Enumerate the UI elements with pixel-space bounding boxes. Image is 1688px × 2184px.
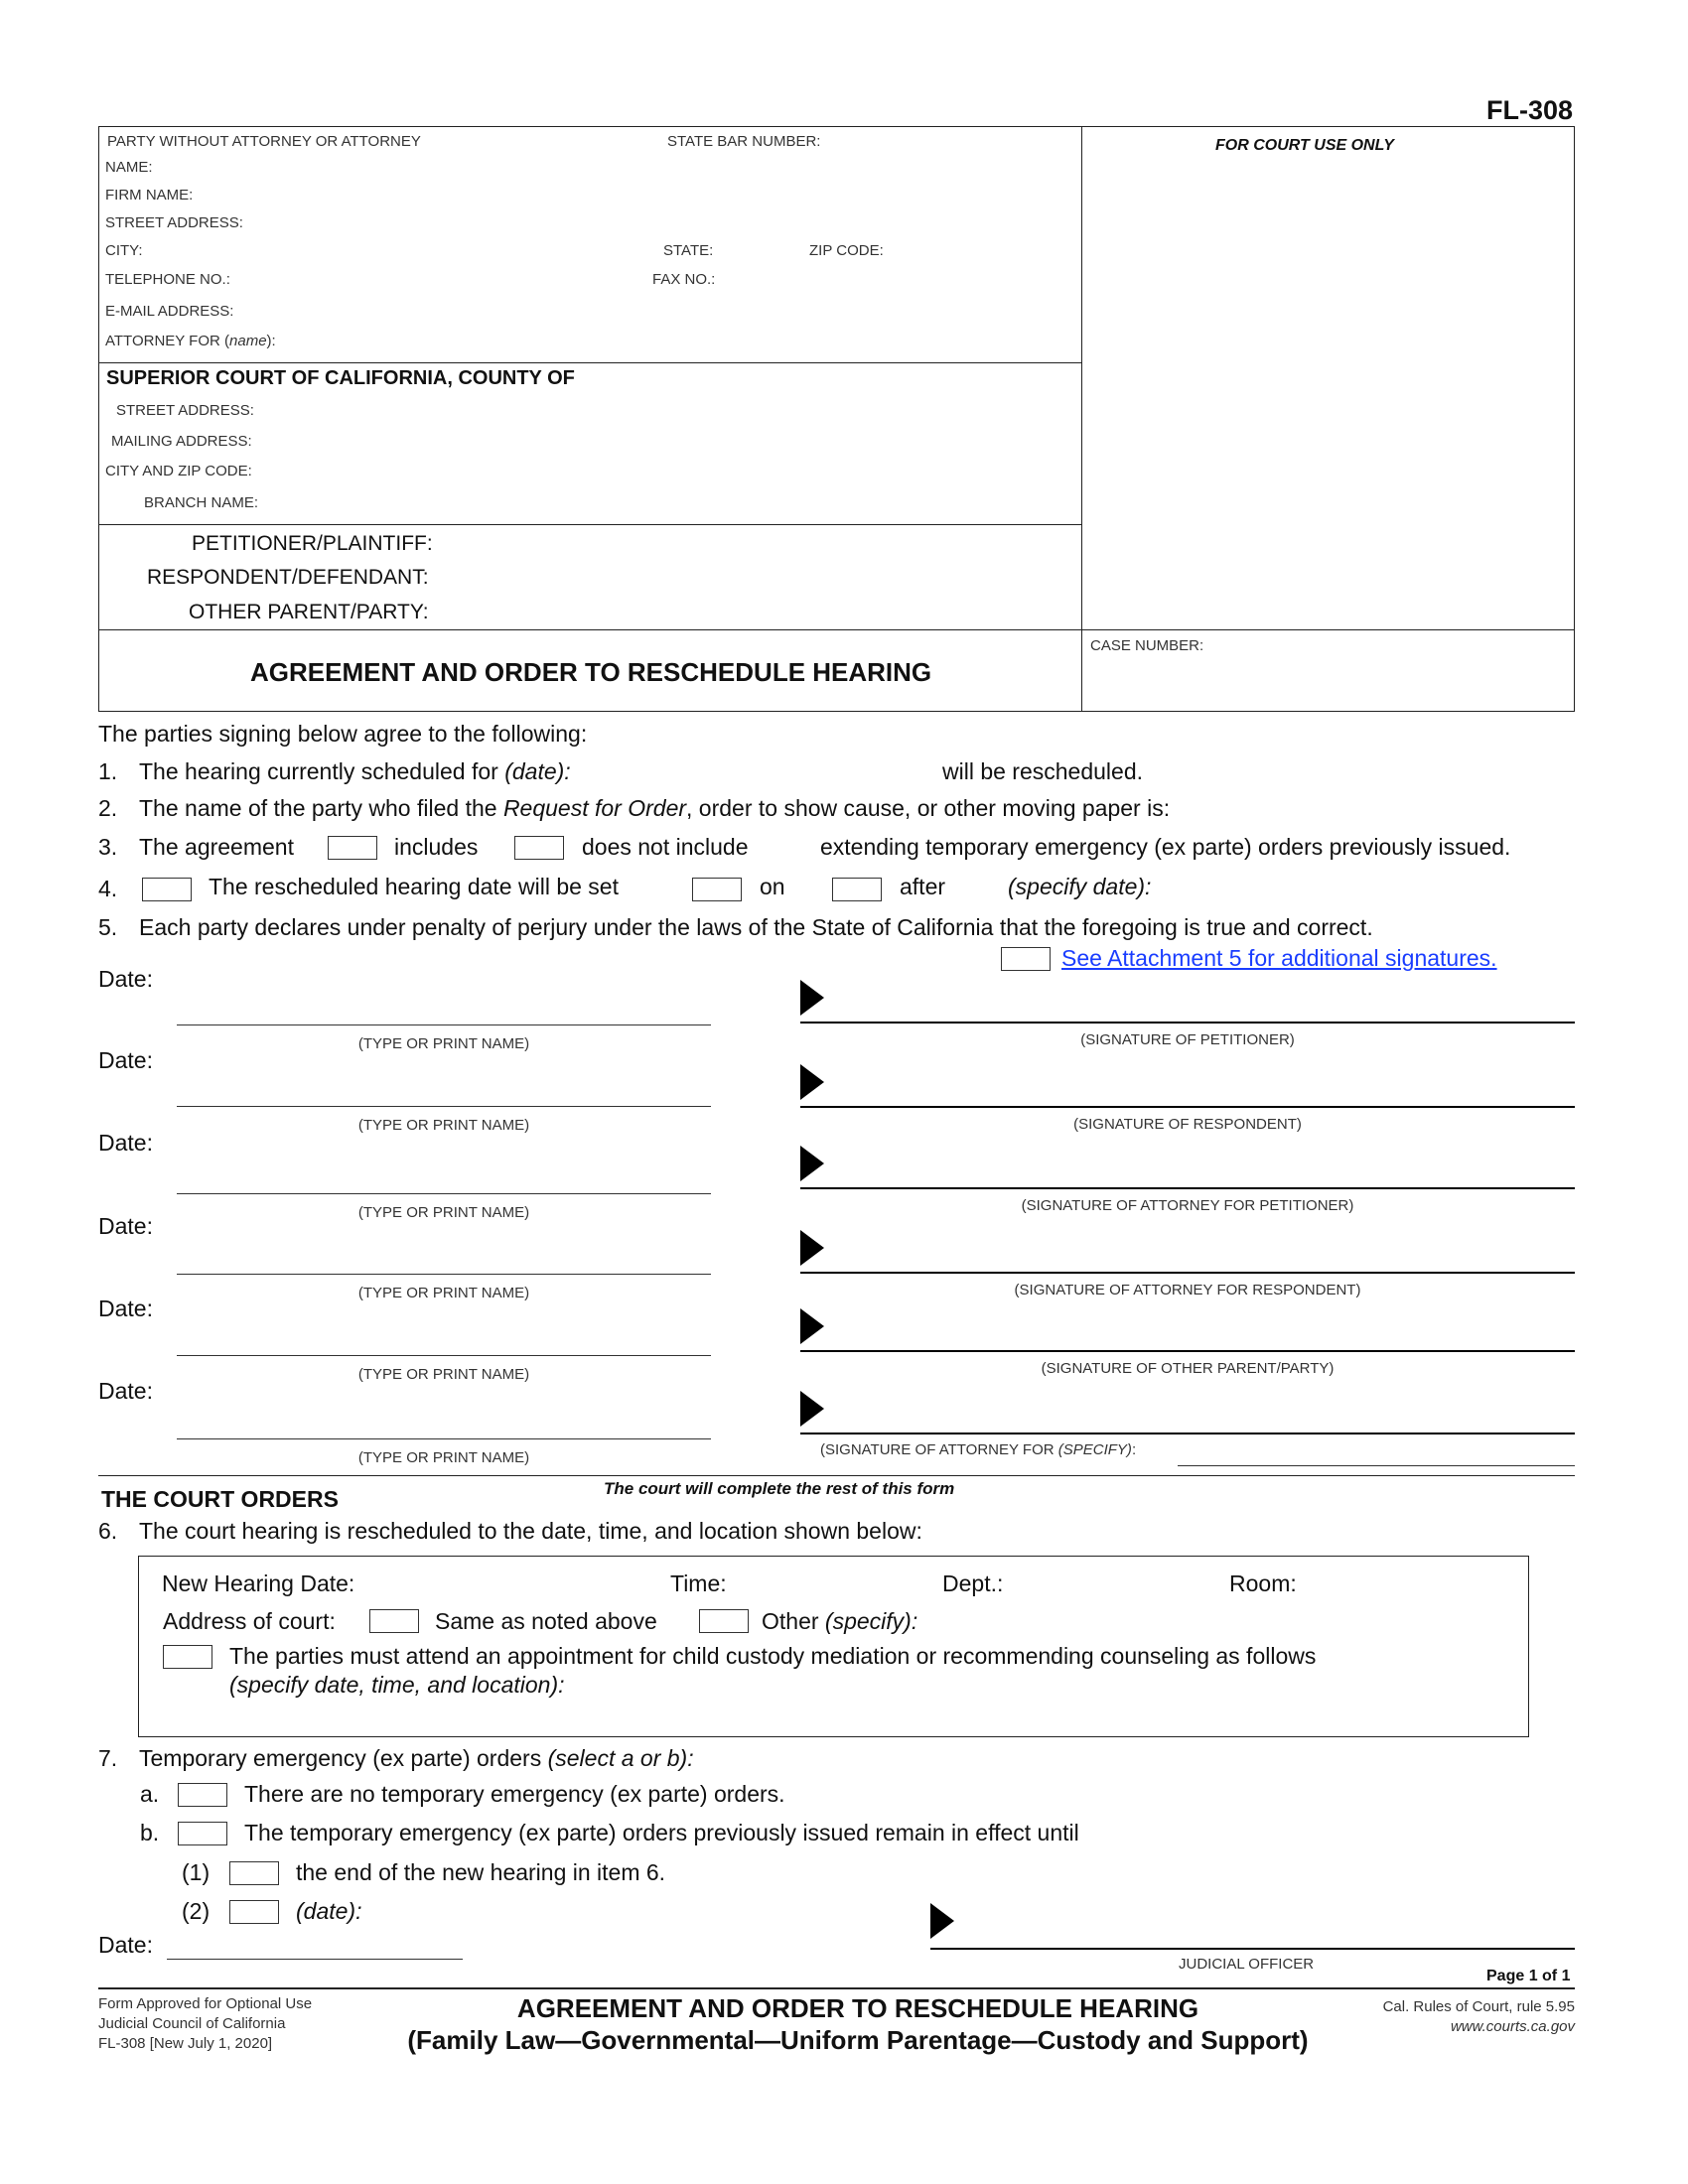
court-cityzip-label: CITY AND ZIP CODE: (105, 463, 252, 479)
after-checkbox[interactable] (832, 878, 882, 901)
specify-text: (SPECIFY) (1057, 1441, 1132, 1458)
party-label: PARTY WITHOUT ATTORNEY OR ATTORNEY (107, 133, 421, 150)
street-label: STREET ADDRESS: (105, 214, 243, 231)
court-note: The court will complete the rest of this form (604, 1479, 955, 1498)
sign-arrow-icon (800, 1230, 824, 1266)
attachment-checkbox[interactable] (1001, 947, 1051, 971)
city-label: CITY: (105, 242, 143, 259)
item-1-num: 1. (98, 758, 118, 784)
name-line[interactable] (177, 1274, 711, 1275)
item-7-text: Temporary emergency (ex parte) orders (139, 1745, 548, 1771)
item-7-select: (select a or b): (547, 1745, 694, 1771)
item-4-text: The rescheduled hearing date will be set (209, 874, 619, 899)
date-label: Date: (98, 1047, 153, 1073)
item-3-text: The agreement (139, 834, 294, 860)
footer-r2: www.courts.ca.gov (1450, 2018, 1575, 2035)
specify-end: : (1131, 1441, 1137, 1458)
fax-label: FAX NO.: (652, 271, 716, 288)
signature-caption: (SIGNATURE OF PETITIONER) (1080, 1031, 1295, 1048)
item-7-num: 7. (98, 1745, 118, 1771)
date-label: Date: (98, 1130, 153, 1156)
divider (98, 362, 1081, 363)
court-orders-heading: THE COURT ORDERS (101, 1486, 339, 1512)
address-label: Address of court: (163, 1608, 336, 1634)
item-7b1-label: (1) (182, 1859, 211, 1885)
case-number-label: CASE NUMBER: (1090, 637, 1204, 654)
item-1 (139, 758, 571, 785)
dept-label: Dept.: (942, 1570, 1004, 1596)
attorney-for-text: ATTORNEY FOR ( (105, 333, 230, 349)
room-label: Room: (1229, 1570, 1297, 1596)
sign-arrow-icon (800, 1391, 824, 1427)
attorney-for-label (105, 333, 276, 349)
signature-caption-text: (SIGNATURE OF ATTORNEY FOR (820, 1441, 1058, 1458)
item-4-checkbox[interactable] (142, 878, 192, 901)
item-7a-label: a. (140, 1781, 160, 1807)
order-date-label: Date: (98, 1932, 153, 1958)
signature-caption: (SIGNATURE OF RESPONDENT) (1073, 1116, 1302, 1133)
other-address-checkbox[interactable] (699, 1609, 749, 1633)
item-4-num: 4. (98, 876, 118, 901)
item-5-num: 5. (98, 914, 118, 940)
on-checkbox[interactable] (692, 878, 742, 901)
other-specify: (specify): (824, 1608, 918, 1634)
item-7b2-checkbox[interactable] (229, 1900, 279, 1924)
item-7b-text: The temporary emergency (ex parte) orders previously issued remain in effect until (244, 1820, 1079, 1845)
item-6-num: 6. (98, 1518, 118, 1544)
phone-label: TELEPHONE NO.: (105, 271, 230, 288)
signature-caption (820, 1441, 1136, 1458)
footer-l2: Judicial Council of California (98, 2015, 286, 2032)
item-7b-checkbox[interactable] (178, 1822, 227, 1845)
item-2 (139, 795, 1170, 822)
name-caption: (TYPE OR PRINT NAME) (357, 1366, 530, 1383)
signature-caption: (SIGNATURE OF ATTORNEY FOR RESPONDENT) (1014, 1282, 1361, 1298)
name-line[interactable] (177, 1106, 711, 1107)
after-label: after (900, 874, 946, 899)
name-line[interactable] (177, 1355, 711, 1356)
item-2-num: 2. (98, 795, 118, 821)
item-2-rfo: Request for Order (502, 795, 687, 821)
item-3-num: 3. (98, 834, 118, 860)
footer-l3: FL-308 [New July 1, 2020] (98, 2035, 273, 2052)
footer-title: AGREEMENT AND ORDER TO RESCHEDULE HEARING (516, 1993, 1199, 2023)
court-title: SUPERIOR COURT OF CALIFORNIA, COUNTY OF (106, 367, 575, 389)
signature-line[interactable] (800, 1350, 1575, 1352)
date-label: Date: (98, 966, 153, 992)
footer-l1: Form Approved for Optional Use (98, 1995, 313, 2012)
item-7b2-text: (date): (296, 1898, 362, 1924)
name-line[interactable] (177, 1438, 711, 1439)
other-text: Other (762, 1608, 825, 1634)
new-hearing-date-label: New Hearing Date: (162, 1570, 355, 1596)
item-7b1-checkbox[interactable] (229, 1861, 279, 1885)
includes-label: includes (394, 834, 479, 860)
footer-subtitle: (Family Law—Governmental—Uniform Parentage—Custody and Support) (407, 2025, 1309, 2055)
mediation-checkbox[interactable] (163, 1645, 212, 1669)
mediation-text: The parties must attend an appointment for child custody mediation or recommending counseling as follows (229, 1643, 1317, 1669)
court-branch-label: BRANCH NAME: (144, 494, 259, 511)
other-parent-label: OTHER PARENT/PARTY: (189, 601, 429, 623)
state-bar-label: STATE BAR NUMBER: (667, 133, 821, 150)
footer-divider (98, 1987, 1575, 1989)
item-7 (139, 1745, 694, 1772)
sign-arrow-icon (800, 1064, 824, 1100)
item-2-text: The name of the party who filed the (139, 795, 503, 821)
date-label: Date: (98, 1213, 153, 1239)
petitioner-label: PETITIONER/PLAINTIFF: (192, 532, 433, 555)
signature-line[interactable] (800, 1022, 1575, 1024)
page-number: Page 1 of 1 (1486, 1968, 1571, 1984)
date-label: Date: (98, 1378, 153, 1404)
judicial-officer-label: JUDICIAL OFFICER (1179, 1956, 1315, 1973)
form-title: AGREEMENT AND ORDER TO RESCHEDULE HEARING (250, 657, 932, 687)
name-line[interactable] (177, 1193, 711, 1194)
section-divider (98, 1475, 1575, 1476)
name-caption: (TYPE OR PRINT NAME) (357, 1449, 530, 1466)
court-use-label: FOR COURT USE ONLY (1215, 137, 1394, 154)
item-2-end: , order to show cause, or other moving paper is: (686, 795, 1171, 821)
item-1-date: (date): (504, 758, 571, 784)
item-1-text: The hearing currently scheduled for (139, 758, 505, 784)
name-label: NAME: (105, 159, 153, 176)
sign-arrow-icon (930, 1903, 954, 1939)
name-caption: (TYPE OR PRINT NAME) (357, 1117, 530, 1134)
signature-line[interactable] (800, 1187, 1575, 1189)
judicial-signature-line[interactable] (930, 1948, 1575, 1950)
item-7b2-label: (2) (182, 1898, 211, 1924)
includes-checkbox[interactable] (328, 836, 377, 860)
signature-line[interactable] (800, 1272, 1575, 1274)
name-caption: (TYPE OR PRINT NAME) (357, 1285, 530, 1301)
time-label: Time: (670, 1570, 727, 1596)
mediation-specify: (specify date, time, and location): (229, 1672, 565, 1698)
signature-caption: (SIGNATURE OF OTHER PARENT/PARTY) (1041, 1360, 1335, 1377)
signature-line[interactable] (800, 1106, 1575, 1108)
item-6-text: The court hearing is rescheduled to the date, time, and location shown below: (139, 1518, 922, 1544)
name-line[interactable] (177, 1024, 711, 1025)
item-7a-text: There are no temporary emergency (ex parte) orders. (244, 1781, 785, 1807)
specify-line[interactable] (1178, 1465, 1575, 1466)
intro: The parties signing below agree to the following: (98, 721, 588, 747)
specify-date: (specify date): (1008, 874, 1152, 899)
footer-r1: Cal. Rules of Court, rule 5.95 (1382, 1998, 1575, 2015)
item-1-end: will be rescheduled. (942, 758, 1144, 784)
does-not-include-label: does not include (582, 834, 749, 860)
other-address-label (762, 1608, 917, 1635)
same-as-above-label: Same as noted above (435, 1608, 657, 1634)
order-date-line[interactable] (167, 1959, 463, 1960)
attorney-for-name: name (229, 333, 267, 349)
sign-arrow-icon (800, 1308, 824, 1344)
sign-arrow-icon (800, 980, 824, 1016)
signature-line[interactable] (800, 1433, 1575, 1434)
divider (98, 524, 1081, 525)
zip-label: ZIP CODE: (809, 242, 884, 259)
on-label: on (760, 874, 785, 899)
sign-arrow-icon (800, 1146, 824, 1181)
attachment-link[interactable]: See Attachment 5 for additional signatures. (1061, 945, 1497, 971)
item-3-end: extending temporary emergency (ex parte) orders previously issued. (820, 834, 1511, 860)
court-mailing-label: MAILING ADDRESS: (111, 433, 252, 450)
form-id: FL-308 (1486, 95, 1574, 125)
date-label: Date: (98, 1296, 153, 1321)
firm-label: FIRM NAME: (105, 187, 194, 204)
divider (1081, 126, 1082, 712)
respondent-label: RESPONDENT/DEFENDANT: (147, 566, 429, 589)
signature-caption: (SIGNATURE OF ATTORNEY FOR PETITIONER) (1021, 1197, 1354, 1214)
item-7b1-text: the end of the new hearing in item 6. (296, 1859, 666, 1885)
name-caption: (TYPE OR PRINT NAME) (357, 1204, 530, 1221)
item-7b-label: b. (140, 1820, 160, 1845)
item-5-text: Each party declares under penalty of perjury under the laws of the State of California that the foregoing is true and correct. (139, 914, 1373, 940)
same-as-above-checkbox[interactable] (369, 1609, 419, 1633)
does-not-include-checkbox[interactable] (514, 836, 564, 860)
email-label: E-MAIL ADDRESS: (105, 303, 234, 320)
state-label: STATE: (663, 242, 714, 259)
item-7a-checkbox[interactable] (178, 1783, 227, 1807)
divider (98, 629, 1575, 630)
court-street-label: STREET ADDRESS: (116, 402, 254, 419)
attorney-for-end: ): (266, 333, 276, 349)
name-caption: (TYPE OR PRINT NAME) (357, 1035, 530, 1052)
